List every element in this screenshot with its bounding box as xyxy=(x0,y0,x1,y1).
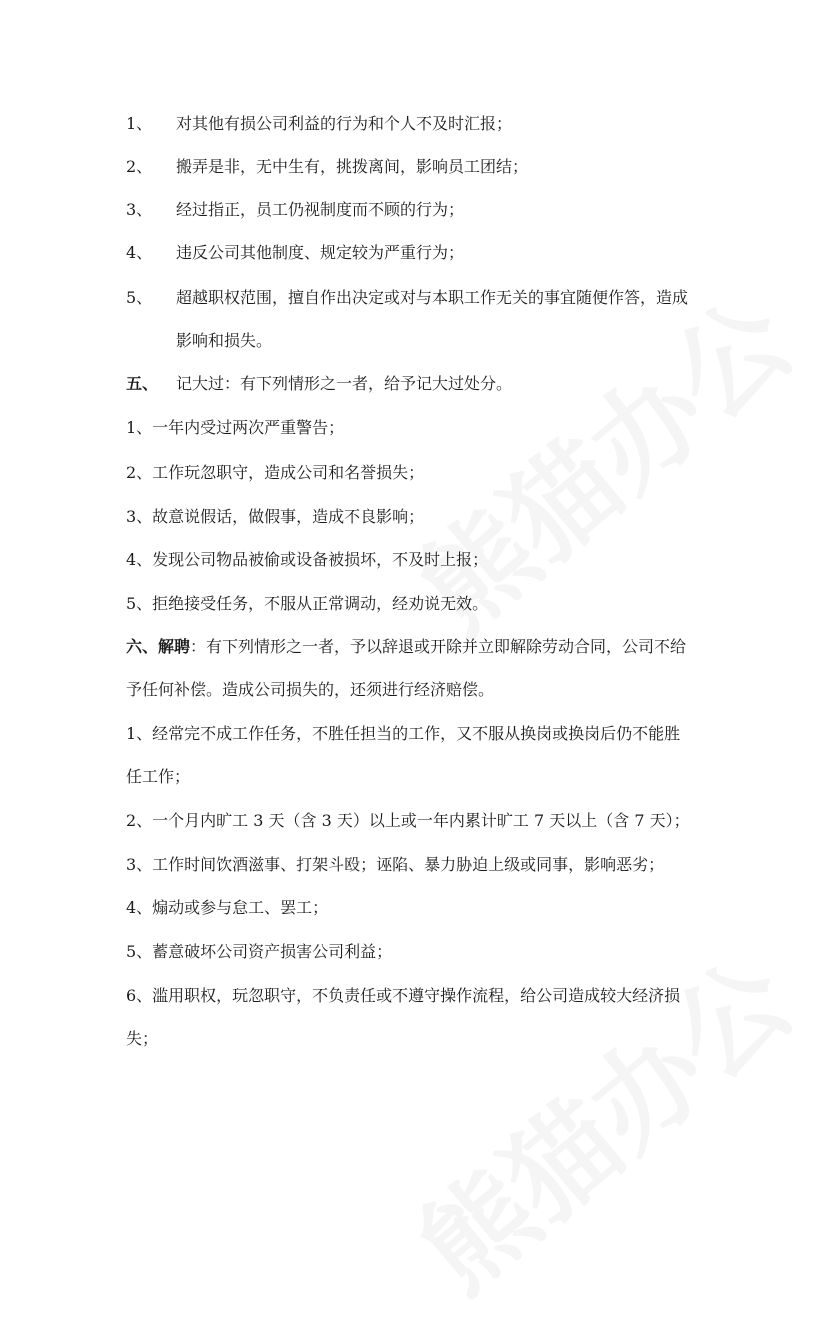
item-text: 对其他有损公司利益的行为和个人不及时汇报； xyxy=(176,114,513,133)
list-item: 2、工作玩忽职守，造成公司和名誉损失； xyxy=(126,463,425,482)
item-text: 经过指正，员工仍视制度而不顾的行为； xyxy=(176,200,465,219)
list-item: 1、经常完不成工作任务，不胜任担当的工作，又不服从换岗或换岗后仍不能胜 xyxy=(126,724,681,743)
item-number: 1、 xyxy=(126,114,153,133)
section-label: 五、 xyxy=(126,374,159,393)
item-text: 超越职权范围，擅自作出决定或对与本职工作无关的事宜随便作答，造成 xyxy=(176,288,689,307)
list-item: 6、滥用职权，玩忽职守，不负责任或不遵守操作流程，给公司造成较大经济损 xyxy=(126,986,681,1005)
list-item: 4、煽动或参与怠工、罢工； xyxy=(126,898,329,917)
item-text: 搬弄是非，无中生有，挑拨离间，影响员工团结； xyxy=(176,157,529,176)
watermark xyxy=(381,917,820,1321)
section-text: 记大过：有下列情形之一者，给予记大过处分。 xyxy=(176,374,513,393)
list-item: 3、故意说假话，做假事，造成不良影响； xyxy=(126,507,425,526)
section-text-continuation: 予任何补偿。造成公司损失的，还须进行经济赔偿。 xyxy=(126,680,495,699)
list-item-continuation: 任工作； xyxy=(126,767,191,786)
item-number: 2、 xyxy=(126,157,153,176)
section-label: 六、解聘 xyxy=(126,637,191,656)
list-item-continuation: 失； xyxy=(126,1029,159,1048)
section-text: ：有下列情形之一者，予以辞退或开除并立即解除劳动合同，公司不给 xyxy=(190,637,687,656)
item-text: 影响和损失。 xyxy=(176,331,273,350)
item-number: 5、 xyxy=(126,288,153,307)
list-item: 2、一个月内旷工 3 天（含 3 天）以上或一年内累计旷工 7 天以上（含 7 天）； xyxy=(126,811,690,830)
list-item: 1、一年内受过两次严重警告； xyxy=(126,418,345,437)
item-number: 3、 xyxy=(126,200,153,219)
item-number: 4、 xyxy=(126,243,153,262)
list-item: 4、发现公司物品被偷或设备被损坏，不及时上报； xyxy=(126,550,489,569)
item-text: 违反公司其他制度、规定较为严重行为； xyxy=(176,243,465,262)
section-heading xyxy=(126,637,686,657)
list-item: 3、工作时间饮酒滋事、打架斗殴；诬陷、暴力胁迫上级或同事，影响恶劣； xyxy=(126,855,665,874)
list-item: 5、蓄意破坏公司资产损害公司利益； xyxy=(126,942,393,961)
list-item: 5、拒绝接受任务，不服从正常调动，经劝说无效。 xyxy=(126,594,489,613)
